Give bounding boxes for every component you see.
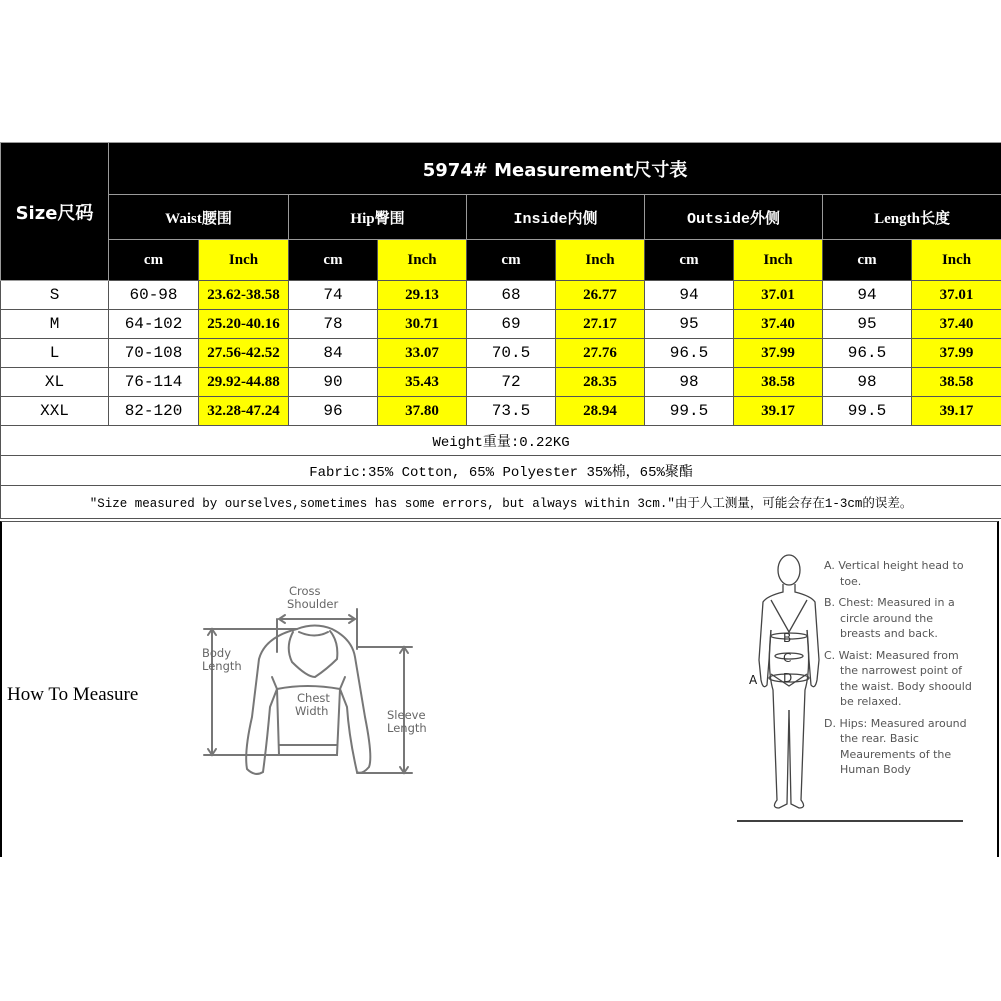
outside-inch: 38.58 xyxy=(734,368,823,397)
size-chart xyxy=(0,142,1001,519)
outside-inch: 39.17 xyxy=(734,397,823,426)
svg-text:Body: Body xyxy=(202,646,232,660)
note-c: C. Waist: Measured from the narrowest point of the waist. Body shoould be relaxed. xyxy=(824,648,972,708)
size-label: S xyxy=(1,281,109,310)
weight-row xyxy=(1,426,1001,456)
svg-text:C: C xyxy=(783,651,792,665)
length-inch: 39.17 xyxy=(912,397,1001,426)
hip-inch: 35.43 xyxy=(378,368,467,397)
hip-inch: 33.07 xyxy=(378,339,467,368)
length-inch: 37.99 xyxy=(912,339,1001,368)
inside-cm: 68 xyxy=(467,281,556,310)
waist-cm: 76-114 xyxy=(109,368,199,397)
svg-text:B: B xyxy=(783,631,792,645)
svg-text:D: D xyxy=(783,671,793,685)
hip-inch: 29.13 xyxy=(378,281,467,310)
group-header-hip: Hip臀围 xyxy=(289,195,467,240)
waist-inch: 25.20-40.16 xyxy=(199,310,289,339)
length-cm: 99.5 xyxy=(823,397,912,426)
unit-header-inch: Inch xyxy=(912,240,1001,281)
waist-cm: 60-98 xyxy=(109,281,199,310)
inside-inch: 27.17 xyxy=(556,310,645,339)
note-d: D. Hips: Measured around the rear. Basic Meaurements of the Human Body xyxy=(824,716,967,776)
inside-inch: 27.76 xyxy=(556,339,645,368)
unit-header-cm: cm xyxy=(823,240,912,281)
measurement-note: "Size measured by ourselves,sometimes has some errors, but always within 3cm."由于人工测量，可能会存在1-3cm的误差。 xyxy=(1,486,1001,519)
unit-header-cm: cm xyxy=(289,240,378,281)
inside-inch: 26.77 xyxy=(556,281,645,310)
inside-cm: 69 xyxy=(467,310,556,339)
table-row-m xyxy=(1,310,1001,339)
group-header-waist: Waist腰围 xyxy=(109,195,289,240)
unit-header-inch: Inch xyxy=(556,240,645,281)
size-label: M xyxy=(1,310,109,339)
waist-inch: 32.28-47.24 xyxy=(199,397,289,426)
length-inch: 38.58 xyxy=(912,368,1001,397)
svg-text:Length: Length xyxy=(202,659,242,673)
unit-header-inch: Inch xyxy=(199,240,289,281)
note-row xyxy=(1,486,1001,519)
fabric-text: Fabric:35% Cotton, 65% Polyester 35%棉，65%聚酯 xyxy=(1,456,1001,486)
inside-cm: 72 xyxy=(467,368,556,397)
hip-cm: 84 xyxy=(289,339,378,368)
group-header-inside: Inside内侧 xyxy=(467,195,645,240)
group-header-outside: Outside外侧 xyxy=(645,195,823,240)
table-row-xxl xyxy=(1,397,1001,426)
outside-inch: 37.40 xyxy=(734,310,823,339)
inside-inch: 28.94 xyxy=(556,397,645,426)
size-label: L xyxy=(1,339,109,368)
svg-text:Chest: Chest xyxy=(297,691,330,705)
unit-header-inch: Inch xyxy=(378,240,467,281)
waist-cm: 64-102 xyxy=(109,310,199,339)
svg-text:Sleeve: Sleeve xyxy=(387,708,426,722)
unit-header-inch: Inch xyxy=(734,240,823,281)
hip-inch: 30.71 xyxy=(378,310,467,339)
outside-cm: 98 xyxy=(645,368,734,397)
svg-text:Length: Length xyxy=(387,721,427,735)
body-measurement-notes xyxy=(824,558,974,784)
group-header-length: Length长度 xyxy=(823,195,1001,240)
length-inch: 37.01 xyxy=(912,281,1001,310)
length-inch: 37.40 xyxy=(912,310,1001,339)
unit-header-cm: cm xyxy=(467,240,556,281)
waist-inch: 23.62-38.58 xyxy=(199,281,289,310)
how-to-measure-section xyxy=(0,521,999,857)
unit-header-cm: cm xyxy=(109,240,199,281)
outside-cm: 99.5 xyxy=(645,397,734,426)
size-label: XXL xyxy=(1,397,109,426)
waist-cm: 70-108 xyxy=(109,339,199,368)
length-cm: 94 xyxy=(823,281,912,310)
note-b: B. Chest: Measured in a circle around the breasts and back. xyxy=(824,596,955,640)
note-a: A. Vertical height head to toe. xyxy=(824,559,964,588)
hip-cm: 90 xyxy=(289,368,378,397)
waist-inch: 27.56-42.52 xyxy=(199,339,289,368)
inside-cm: 70.5 xyxy=(467,339,556,368)
size-table xyxy=(0,142,1001,519)
outside-inch: 37.01 xyxy=(734,281,823,310)
svg-text:Width: Width xyxy=(295,704,329,718)
svg-text:A: A xyxy=(749,673,758,687)
size-label: XL xyxy=(1,368,109,397)
hip-cm: 74 xyxy=(289,281,378,310)
svg-text:Shoulder: Shoulder xyxy=(287,597,339,611)
sweater-diagram-icon xyxy=(197,577,447,787)
size-column-header: Size尺码 xyxy=(1,143,109,281)
unit-header-cm: cm xyxy=(645,240,734,281)
inside-cm: 73.5 xyxy=(467,397,556,426)
outside-inch: 37.99 xyxy=(734,339,823,368)
fabric-row xyxy=(1,456,1001,486)
weight-text: Weight重量:0.22KG xyxy=(1,426,1001,456)
hip-cm: 78 xyxy=(289,310,378,339)
outside-cm: 94 xyxy=(645,281,734,310)
waist-cm: 82-120 xyxy=(109,397,199,426)
outside-cm: 95 xyxy=(645,310,734,339)
svg-text:Cross: Cross xyxy=(289,584,321,598)
hip-cm: 96 xyxy=(289,397,378,426)
table-row-xl xyxy=(1,368,1001,397)
hip-inch: 37.80 xyxy=(378,397,467,426)
outside-cm: 96.5 xyxy=(645,339,734,368)
table-row-l xyxy=(1,339,1001,368)
waist-inch: 29.92-44.88 xyxy=(199,368,289,397)
length-cm: 96.5 xyxy=(823,339,912,368)
table-row-s xyxy=(1,281,1001,310)
length-cm: 95 xyxy=(823,310,912,339)
length-cm: 98 xyxy=(823,368,912,397)
chart-title: 5974# Measurement尺寸表 xyxy=(109,143,1001,195)
how-to-measure-label: How To Measure xyxy=(7,684,139,705)
inside-inch: 28.35 xyxy=(556,368,645,397)
